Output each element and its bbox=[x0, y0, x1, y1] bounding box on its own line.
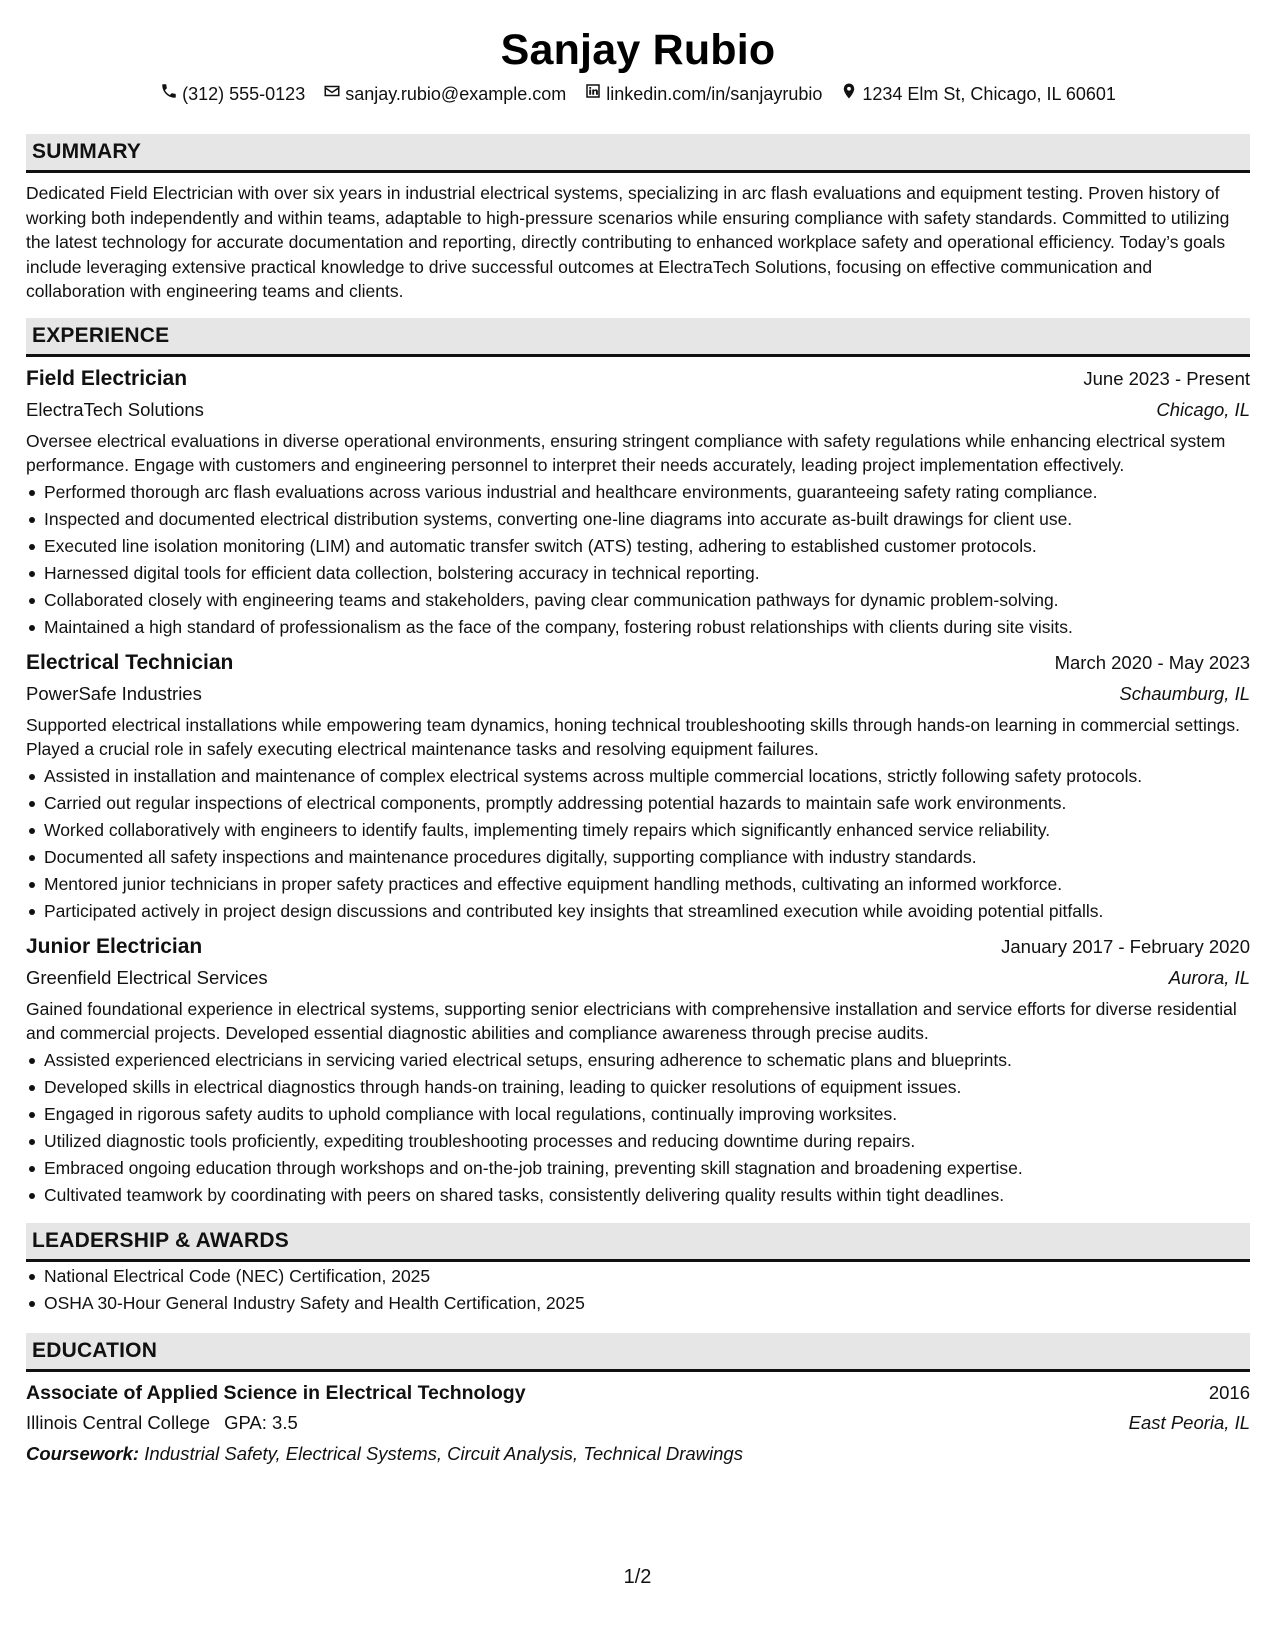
list-item: Developed skills in electrical diagnostics through hands-on training, leading to quicker resolutions of equipment issues. bbox=[26, 1074, 1250, 1101]
linkedin-link[interactable]: linkedin.com/in/sanjayrubio bbox=[606, 84, 823, 104]
section-title-education: EDUCATION bbox=[32, 1338, 158, 1362]
experience-section bbox=[26, 318, 1250, 1209]
job-title: Electrical Technician bbox=[26, 650, 234, 674]
section-header bbox=[26, 1223, 1250, 1262]
section-header bbox=[26, 318, 1250, 357]
job-title: Junior Electrician bbox=[26, 934, 203, 958]
job-company: PowerSafe Industries bbox=[26, 682, 202, 704]
list-item: Utilized diagnostic tools proficiently, expediting troubleshooting processes and reducing downtime during repairs. bbox=[26, 1128, 1250, 1155]
job-location: Schaumburg, IL bbox=[1119, 682, 1250, 704]
list-item: Harnessed digital tools for efficient data collection, bolstering accuracy in technical reporting. bbox=[26, 560, 1250, 587]
job-description: Gained foundational experience in electrical systems, supporting senior electricians with comprehensive installation and service efforts for diverse residential and commercial projects. Developed essential diagnostic abilities and compliance awareness through precise audits. bbox=[26, 998, 1237, 1043]
list-item: Executed line isolation monitoring (LIM) and automatic transfer switch (ATS) testing, adhering to established customer protocols. bbox=[26, 533, 1250, 560]
school-info bbox=[26, 1408, 298, 1438]
map-pin-icon bbox=[840, 82, 858, 106]
job-dates: January 2017 - February 2020 bbox=[1001, 935, 1250, 957]
job-location: Chicago, IL bbox=[1156, 398, 1250, 420]
job-description: Oversee electrical evaluations in diverse operational environments, ensuring stringent compliance with safety regulations while enhancing electrical system performance. Engage with customers and engineering personnel to interpret their needs accurately, leading project implementation effectively. bbox=[26, 430, 1226, 475]
address-text: 1234 Elm St, Chicago, IL 60601 bbox=[862, 84, 1116, 104]
list-item: Assisted in installation and maintenance of complex electrical systems across multiple commercial locations, strictly following safety protocols. bbox=[26, 763, 1250, 790]
degree-title: Associate of Applied Science in Electrical Technology bbox=[26, 1381, 526, 1404]
list-item: Maintained a high standard of professionalism as the face of the company, fostering robust relationships with clients during site visits. bbox=[26, 614, 1250, 641]
page-number: 1/2 bbox=[623, 1566, 652, 1588]
linkedin-icon bbox=[584, 82, 602, 106]
section-title-summary: SUMMARY bbox=[32, 140, 142, 163]
job-entry bbox=[26, 931, 1250, 1209]
section-title-experience: EXPERIENCE bbox=[32, 323, 170, 347]
contact-bar bbox=[26, 82, 1250, 106]
list-item: National Electrical Code (NEC) Certification, 2025 bbox=[26, 1263, 1250, 1290]
school-name: Illinois Central College bbox=[26, 1411, 211, 1433]
job-entry bbox=[26, 363, 1250, 641]
envelope-icon bbox=[323, 82, 341, 106]
phone-text: (312) 555-0123 bbox=[182, 84, 306, 104]
summary-section bbox=[26, 134, 1250, 304]
section-title-awards: LEADERSHIP & AWARDS bbox=[32, 1228, 289, 1252]
list-item: Mentored junior technicians in proper safety practices and effective equipment handling methods, cultivating an informed workforce. bbox=[26, 871, 1250, 898]
job-bullets bbox=[26, 479, 1250, 641]
awards-section bbox=[26, 1223, 1250, 1317]
job-dates: March 2020 - May 2023 bbox=[1054, 651, 1250, 673]
job-bullets bbox=[26, 763, 1250, 925]
job-title: Field Electrician bbox=[26, 366, 188, 390]
section-header bbox=[26, 1333, 1250, 1372]
coursework-label: Coursework: bbox=[26, 1442, 140, 1464]
list-item: Embraced ongoing education through workshops and on-the-job training, preventing skill stagnation and broadening expertise. bbox=[26, 1155, 1250, 1182]
list-item: Participated actively in project design discussions and contributed key insights that streamlined execution while avoiding potential pitfalls. bbox=[26, 898, 1250, 925]
phone-icon bbox=[160, 82, 178, 106]
summary-text: Dedicated Field Electrician with over six years in industrial electrical systems, specializing in arc flash evaluations and equipment testing. Proven history of working both independently and within teams, adaptable to high-pressure scenarios while ensuring compliance with safety standards. Committed to utilizing the latest technology for accurate documentation and reporting, directly contributing to enhanced workplace safety and operational efficiency. Today’s goals include leveraging extensive practical knowledge to drive successful outcomes at ElectraTech Solutions, focusing on effective communication and collaboration with engineering teams and clients. bbox=[26, 183, 1230, 301]
resume-page bbox=[26, 0, 1250, 1470]
job-entry bbox=[26, 647, 1250, 925]
email-link[interactable]: sanjay.rubio@example.com bbox=[345, 84, 567, 104]
contact-email[interactable] bbox=[323, 82, 566, 106]
job-company: ElectraTech Solutions bbox=[26, 398, 204, 420]
list-item: Performed thorough arc flash evaluations across various industrial and healthcare environments, guaranteeing safety rating compliance. bbox=[26, 479, 1250, 506]
candidate-name: Sanjay Rubio bbox=[500, 26, 776, 74]
list-item: Documented all safety inspections and maintenance procedures digitally, supporting compliance with industry standards. bbox=[26, 844, 1250, 871]
school-location: East Peoria, IL bbox=[1128, 1411, 1250, 1433]
contact-linkedin[interactable] bbox=[584, 82, 822, 106]
list-item: Collaborated closely with engineering teams and stakeholders, paving clear communication pathways for dynamic problem-solving. bbox=[26, 587, 1250, 614]
education-entry bbox=[26, 1378, 1250, 1470]
list-item: Worked collaboratively with engineers to identify faults, implementing timely repairs which significantly enhanced service reliability. bbox=[26, 817, 1250, 844]
section-header bbox=[26, 134, 1250, 173]
job-location: Aurora, IL bbox=[1168, 966, 1250, 988]
gpa: GPA: 3.5 bbox=[224, 1411, 298, 1433]
coursework-list: Industrial Safety, Electrical Systems, Circuit Analysis, Technical Drawings bbox=[144, 1442, 743, 1464]
list-item: OSHA 30-Hour General Industry Safety and Health Certification, 2025 bbox=[26, 1290, 1250, 1317]
list-item: Inspected and documented electrical distribution systems, converting one-line diagrams into accurate as-built drawings for client use. bbox=[26, 506, 1250, 533]
list-item: Cultivated teamwork by coordinating with peers on shared tasks, consistently delivering quality results within tight deadlines. bbox=[26, 1182, 1250, 1209]
job-company: Greenfield Electrical Services bbox=[26, 966, 268, 988]
contact-phone bbox=[160, 82, 305, 106]
job-dates: June 2023 - Present bbox=[1083, 367, 1250, 389]
awards-list bbox=[26, 1263, 1250, 1317]
education-section bbox=[26, 1333, 1250, 1470]
job-description: Supported electrical installations while empowering team dynamics, honing technical troubleshooting skills through hands-on learning in commercial settings. Played a crucial role in safely executing electrical maintenance tasks and resolving equipment failures. bbox=[26, 714, 1240, 759]
list-item: Assisted experienced electricians in servicing varied electrical setups, ensuring adherence to schematic plans and blueprints. bbox=[26, 1047, 1250, 1074]
graduation-year: 2016 bbox=[1208, 1381, 1250, 1403]
contact-address bbox=[840, 82, 1116, 106]
job-bullets bbox=[26, 1047, 1250, 1209]
coursework bbox=[26, 1438, 1250, 1470]
list-item: Engaged in rigorous safety audits to uphold compliance with local regulations, continually improving worksites. bbox=[26, 1101, 1250, 1128]
list-item: Carried out regular inspections of electrical components, promptly addressing potential hazards to maintain safe work environments. bbox=[26, 790, 1250, 817]
